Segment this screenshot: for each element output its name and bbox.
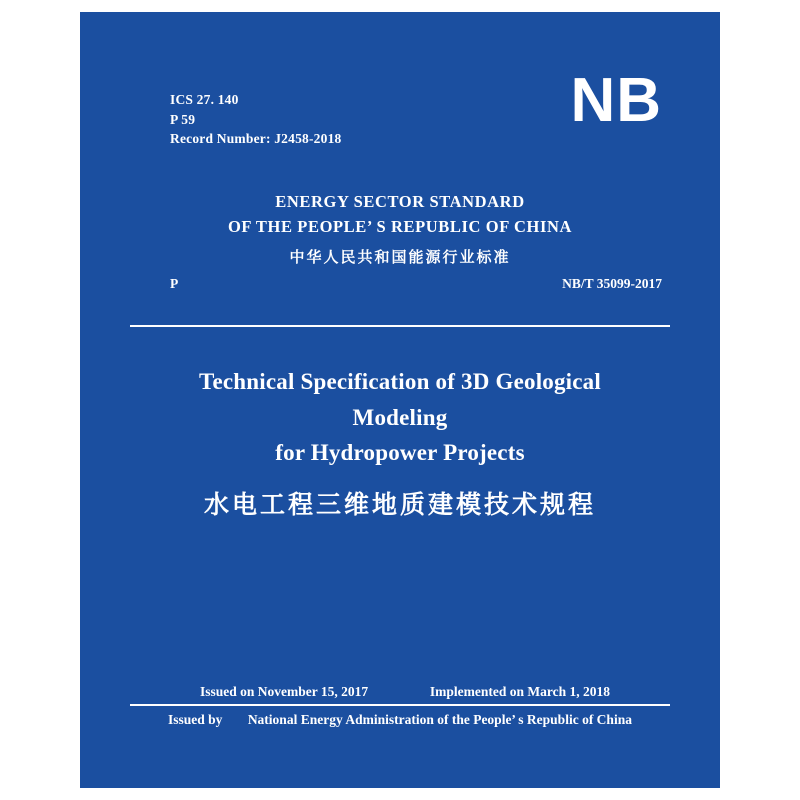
identification-block <box>170 90 341 149</box>
record-number: Record Number: J2458-2018 <box>170 131 342 147</box>
issued-by-label: Issued by <box>168 712 223 727</box>
issuer-row <box>80 712 720 728</box>
standard-cover <box>80 12 720 788</box>
divider-top <box>130 325 670 327</box>
ics-number: ICS 27. 140 <box>170 92 239 107</box>
standard-header-english-line1: ENERGY SECTOR STANDARD <box>275 192 525 211</box>
standard-header-chinese: 中华人民共和国能源行业标准 <box>289 249 511 266</box>
issuing-body: National Energy Administration of the People’ s Republic of China <box>247 712 632 727</box>
dates-row <box>200 684 610 700</box>
title-english-line1: Technical Specification of 3D Geological Modeling <box>199 369 601 430</box>
issued-on-date: Issued on November 15, 2017 <box>200 684 369 699</box>
category-letter: P <box>170 276 179 291</box>
title-english-line2: for Hydropower Projects <box>275 440 525 466</box>
document-title <box>150 364 650 521</box>
code-row <box>170 276 662 292</box>
divider-bottom <box>130 704 670 706</box>
nb-logo: NB <box>570 66 662 135</box>
classification-code: P 59 <box>170 111 196 127</box>
implemented-on-date: Implemented on March 1, 2018 <box>429 684 610 699</box>
standard-header <box>80 190 720 267</box>
title-chinese: 水电工程三维地质建模技术规程 <box>203 491 596 519</box>
standard-header-english-line2: OF THE PEOPLE’ S REPUBLIC OF CHINA <box>227 216 573 236</box>
standard-number: NB/T 35099-2017 <box>562 276 662 291</box>
